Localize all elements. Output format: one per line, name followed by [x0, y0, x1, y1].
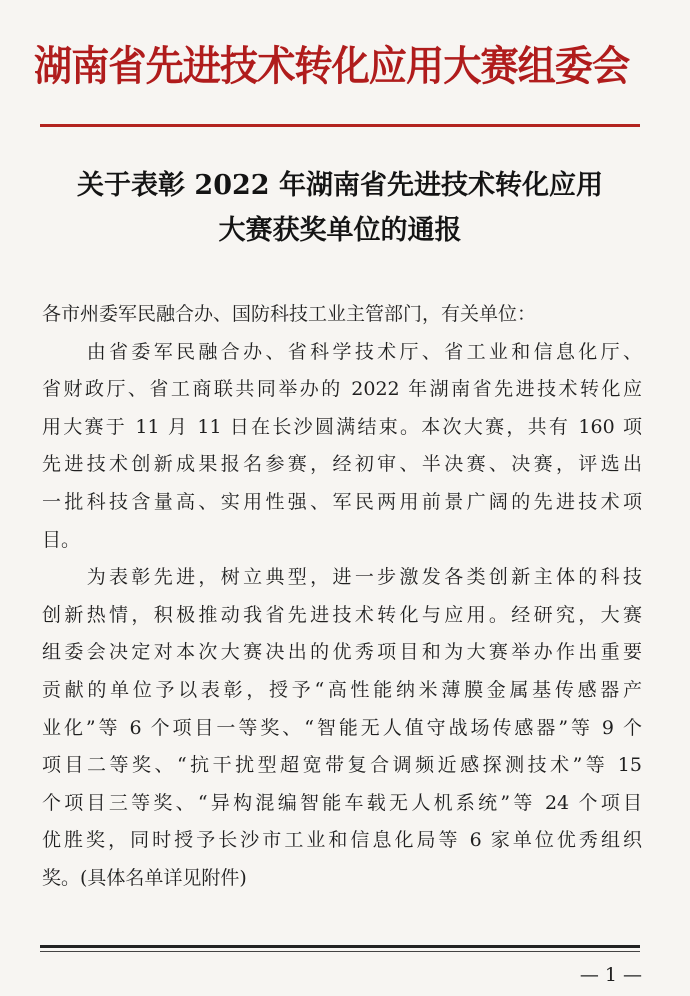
footer-divider-thin — [40, 951, 640, 952]
document-title-line-2: 大赛获奖单位的通报 — [218, 215, 462, 246]
body-line: 为表彰先进，树立典型，进一步激发各类创新主体的科技 — [42, 566, 642, 589]
body-line: 省财政厅、省工商联共同举办的 2022 年湖南省先进技术转化应 — [42, 378, 642, 401]
footer-divider-thick — [40, 945, 640, 948]
body-line-salutation: 各市州委军民融合办、国防科技工业主管部门，有关单位： — [42, 303, 537, 325]
body-line: 目。 — [42, 528, 81, 551]
body-line: 奖。(具体名单详见附件) — [42, 866, 247, 889]
document-title-line-1: 关于表彰 2022 年湖南省先进技术转化应用 — [77, 170, 603, 201]
body-line: 个项目三等奖、“异构混编智能车载无人机系统”等 24 个项目 — [42, 791, 642, 814]
body-line: 创新热情，积极推动我省先进技术转化与应用。经研究，大赛 — [42, 603, 642, 626]
document-body — [42, 296, 642, 898]
page-number: — 1 — — [579, 964, 642, 986]
body-line: 先进技术创新成果报名参赛，经初审、半决赛、决赛，评选出 — [42, 453, 642, 476]
body-line: 组委会决定对本次大赛决出的优秀项目和为大赛举办作出重要 — [42, 641, 642, 664]
body-line: 项目二等奖、“抗干扰型超宽带复合调频近感探测技术”等 15 — [42, 754, 642, 777]
issuer-header: 湖南省先进技术转化应用大赛组委会 — [34, 42, 630, 90]
body-line: 用大赛于 11 月 11 日在长沙圆满结束。本次大赛，共有 160 项 — [42, 415, 642, 438]
body-line: 一批科技含量高、实用性强、军民两用前景广阔的先进技术项 — [42, 490, 642, 513]
body-line: 由省委军民融合办、省科学技术厅、省工业和信息化厅、 — [42, 340, 642, 363]
body-line: 优胜奖，同时授予长沙市工业和信息化局等 6 家单位优秀组织 — [42, 829, 642, 852]
body-line: 贡献的单位予以表彰，授予“高性能纳米薄膜金属基传感器产 — [42, 678, 642, 701]
header-divider — [40, 124, 640, 127]
body-line: 业化”等 6 个项目一等奖、“智能无人值守战场传感器”等 9 个 — [42, 716, 642, 739]
